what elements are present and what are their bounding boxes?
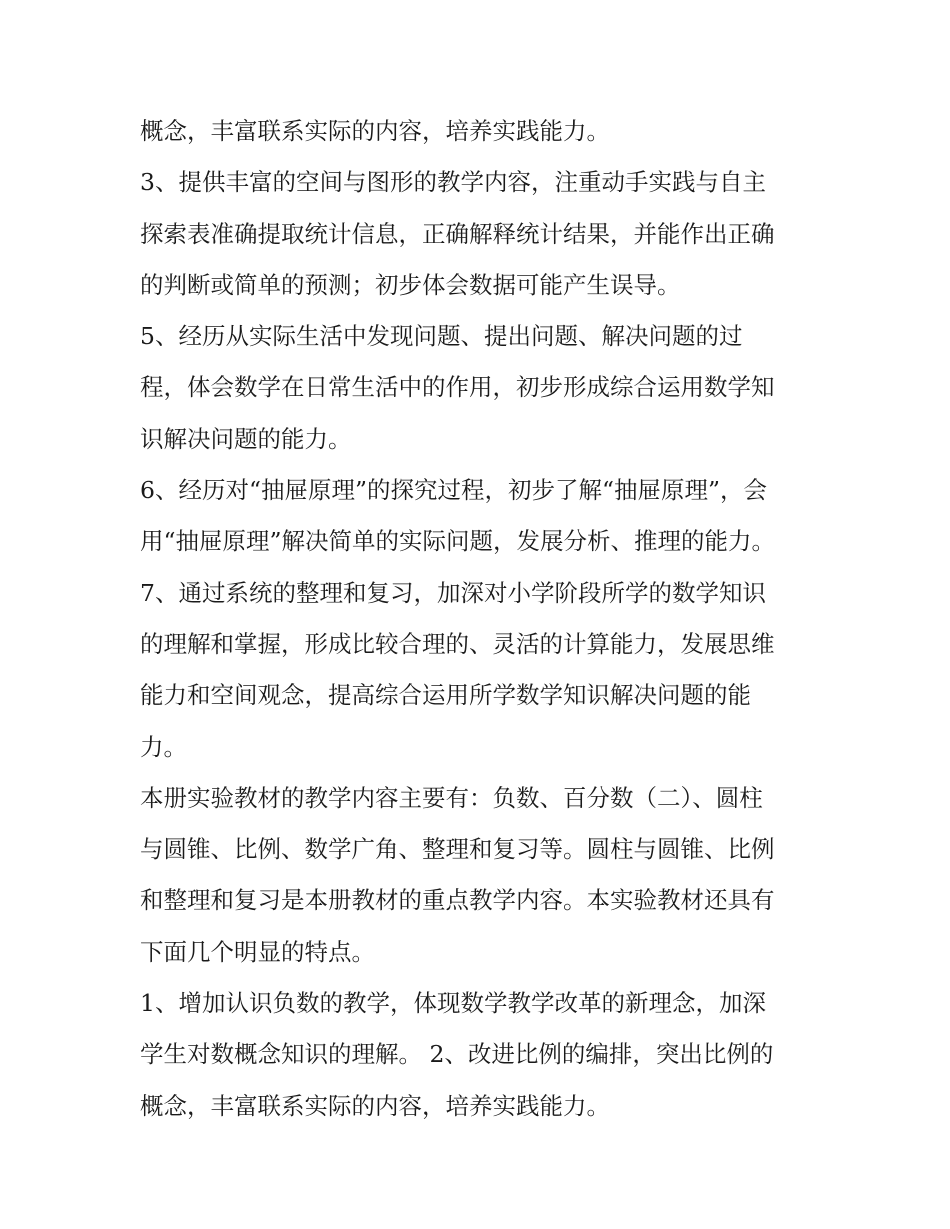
text-line: 3、提供丰富的空间与图形的教学内容，注重动手实践与自主 xyxy=(140,168,766,197)
text-line: 7、通过系统的整理和复习，加深对小学阶段所学的数学知识 xyxy=(140,578,766,607)
text-line: 5、经历从实际生活中发现问题、提出问题、解决问题的过 xyxy=(140,322,743,351)
text-line: 识解决问题的能力。 xyxy=(140,424,352,453)
text-line: 的理解和掌握，形成比较合理的、灵活的计算能力，发展思维 xyxy=(140,629,775,658)
text-line: 6、经历对“抽屉原理”的探究过程，初步了解“抽屉原理”，会 xyxy=(140,476,768,505)
text-line: 能力和空间观念，提高综合运用所学数学知识解决问题的能 xyxy=(140,681,751,710)
text-line: 本册实验教材的教学内容主要有：负数、百分数（二）、圆柱 xyxy=(140,783,763,812)
text-line: 概念，丰富联系实际的内容，培养实践能力。 xyxy=(140,1091,610,1120)
text-line: 1、增加认识负数的教学，体现数学教学改革的新理念，加深 xyxy=(140,989,766,1018)
text-line: 力。 xyxy=(140,732,187,761)
text-line: 概念，丰富联系实际的内容，培养实践能力。 xyxy=(140,117,610,145)
text-line: 学生对数概念知识的理解。 2、改进比例的编排，突出比例的 xyxy=(140,1040,774,1069)
text-line: 与圆锥、比例、数学广角、整理和复习等。圆柱与圆锥、比例 xyxy=(140,835,775,864)
text-line: 和整理和复习是本册教材的重点教学内容。本实验教材还具有 xyxy=(140,886,775,915)
text-line: 的判断或简单的预测；初步体会数据可能产生误导。 xyxy=(140,270,681,299)
text-line: 下面几个明显的特点。 xyxy=(140,937,375,966)
text-line: 用“抽屉原理”解决简单的实际问题，发展分析、推理的能力。 xyxy=(140,527,776,556)
body-text xyxy=(140,106,820,1132)
text-line: 程，体会数学在日常生活中的作用，初步形成综合运用数学知 xyxy=(140,373,775,402)
text-line: 探索表准确提取统计信息，正确解释统计结果，并能作出正确 xyxy=(140,219,775,248)
